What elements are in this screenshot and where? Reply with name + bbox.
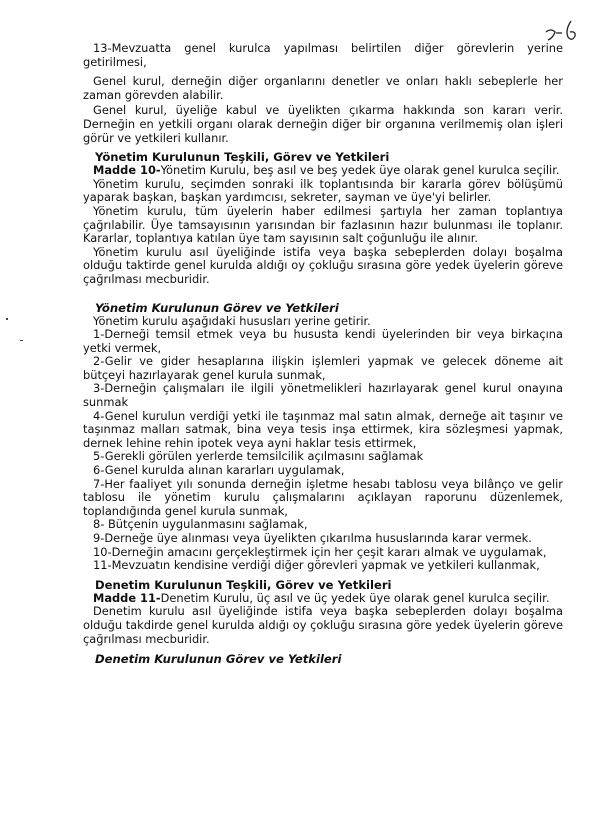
list-item: 9-Derneğe üye alınması veya üyelikten çıkarılma hususlarında karar vermek. (93, 531, 532, 545)
section-heading: Denetim Kurulunun Görev ve Yetkileri (95, 652, 342, 667)
article-text: Yönetim Kurulu, beş asıl ve beş yedek üye olarak genel kurulca seçilir. (160, 163, 560, 178)
scan-speck (6, 318, 8, 320)
list-item: 2-Gelir ve gider hesaplarına ilişkin işlemleri yapmak ve gelecek döneme ait bütçeyi hazırlayarak genel kurula sunmak, (83, 354, 563, 382)
list-item: 3-Derneğin çalışmaları ile ilgili yönetmelikleri hazırlayarak genel kurul onayına sunmak (83, 381, 563, 410)
paragraph: Yönetim kurulu aşağıdaki hususları yerine getirir. (93, 313, 371, 328)
paragraph: Denetim kurulu asıl üyeliğinde istifa veya başka sebeplerden dolayı boşalma olduğu takdirde genel kurulda aldığı oy çokluğu sırasına göre yedek üyelerin göreve çağrılması mecburidir. (83, 604, 563, 646)
list-item: 6-Genel kurulda alınan kararları uygulamak, (93, 463, 345, 478)
section-heading: Yönetim Kurulunun Teşkili, Görev ve Yetkileri (95, 150, 390, 165)
section-heading: Denetim Kurulunun Teşkili, Görev ve Yetkileri (95, 577, 392, 592)
list-item: 11-Mevzuatın kendisine verdiği diğer görevleri yapmak ve yetkileri kullanmak, (93, 558, 540, 573)
scan-speck (20, 340, 23, 341)
section-heading: Yönetim Kurulunun Görev ve Yetkileri (95, 300, 339, 315)
paragraph: Genel kurul, derneğin diğer organlarını denetler ve onları haklı sebeplerle her zaman görevden alabilir. (83, 74, 563, 102)
list-item: 4-Genel kurulun verdiği yetki ile taşınmaz mal satın almak, derneğe ait taşınır ve taşınmaz malları satmak, bina veya tesis inşa ettirmek, kira sözleşmesi yapmak, dernek lehine rehin ipotek veya ayni haklar tesis ettirmek, (83, 408, 563, 450)
article-paragraph (83, 164, 563, 178)
paragraph: 13-Mevzuatta genel kurulca yapılması belirtilen diğer görevlerin yerine getirilmesi, (83, 41, 563, 69)
paragraph: Yönetim kurulu, seçimden sonraki ilk toplantısında bir kararla görev bölüşümü yaparak başkan, başkan yardımcısı, sekreter, sayman ve üye'yi belirler. (83, 176, 563, 205)
article-text: Denetim Kurulu, üç asıl ve üç yedek üye olarak genel kurulca seçilir. (160, 590, 550, 605)
list-item: 5-Gerekli görülen yerlerde temsilcilik açılmasını sağlamak (93, 449, 424, 464)
list-item: 10-Derneğin amacını gerçekleştirmek için her çeşit kararı almak ve uygulamak, (93, 544, 547, 559)
list-item: 1-Derneği temsil etmek veya bu hususta kendi üyelerinden bir veya birkaçına yetki vermek, (83, 327, 563, 355)
document-page (83, 42, 563, 666)
list-item: 7-Her faaliyet yılı sonunda derneğin işletme hesabı tablosu veya bilânço ve gelir tablosu ile yönetim kurulu çalışmalarını açıklayan raporunu düzenlemek, toplandığında genel kurula sunmak, (83, 476, 563, 518)
paragraph: Genel kurul, üyeliğe kabul ve üyelikten çıkarma hakkında son kararı verir. Derneğin en yetkili organı olarak derneğin diğer bir organına verilmemiş olan işleri görür ve yetkileri kullanır. (83, 103, 563, 145)
article-paragraph (83, 592, 563, 606)
paragraph: Yönetim kurulu asıl üyeliğinde istifa veya başka sebeplerden dolayı boşalma olduğu taktirde genel kurulda aldığı oy çokluğu sırasına göre yedek üyelerin göreve çağrılması mecburidir. (83, 244, 563, 286)
article-label: Madde 11- (93, 590, 161, 605)
article-label: Madde 10- (93, 163, 161, 178)
list-item: 8- Bütçenin uygulanmasını sağlamak, (93, 517, 308, 532)
paragraph: Yönetim kurulu, tüm üyelerin haber edilmesi şartıyla her zaman toplantıya çağrılabilir. Üye tamsayısının yarısından bir fazlasının hazır bulunması ile toplanır. Kararlar, toplantıya katılan üye tam sayısının salt çoğunluğu ile alınır. (83, 203, 563, 246)
